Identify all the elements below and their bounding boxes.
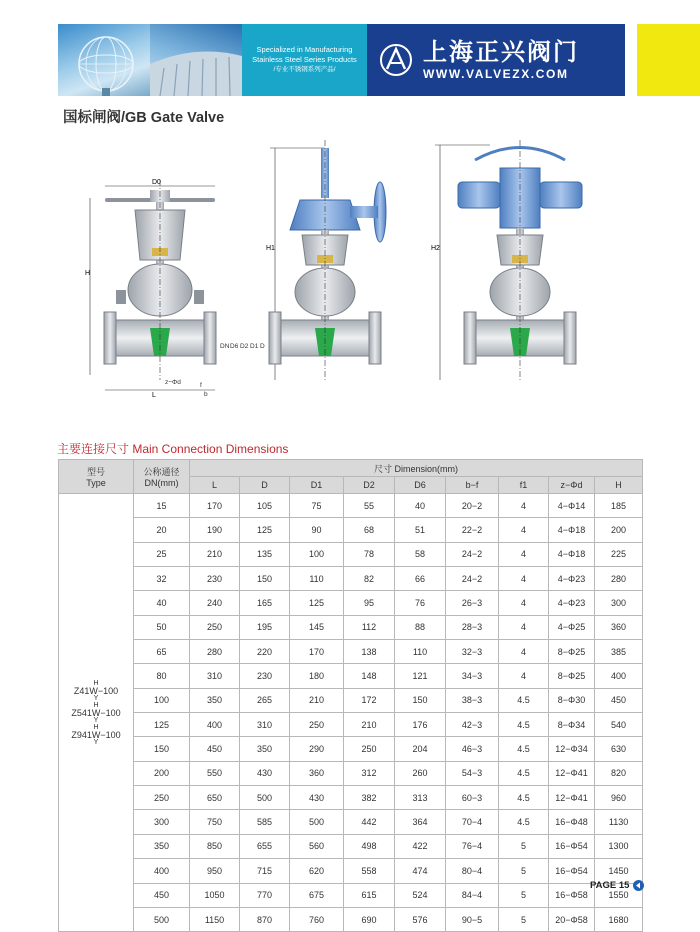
table-row [59,567,643,591]
dimension-cell: 550 [190,761,240,785]
dn-cell: 125 [134,713,190,737]
dimension-cell: 655 [240,834,290,858]
table-row [59,761,643,785]
brand-box [367,24,625,96]
dimension-cell: 66 [395,567,446,591]
steel-tank-photo [150,24,242,96]
header-col: D [240,477,290,494]
dimension-cell: 150 [395,688,446,712]
tagline-cn: /专业不锈钢系列产品/ [273,66,336,73]
table-row [59,737,643,761]
dimension-cell: 250 [190,615,240,639]
table-row [59,664,643,688]
dimension-cell: 110 [395,640,446,664]
dimension-cell: 170 [190,494,240,518]
dimension-cell: 422 [395,834,446,858]
page-label: PAGE 15 [590,880,630,891]
dimension-cell: 290 [290,737,344,761]
dimension-cell: 68 [344,518,395,542]
dimension-cell: 12−Φ41 [549,786,595,810]
handwheel-gate-valve [85,179,265,399]
dimension-cell: 650 [190,786,240,810]
dimension-cell: 450 [190,737,240,761]
dimension-cell: 382 [344,786,395,810]
dimension-cell: 80−4 [446,859,499,883]
header-type [59,460,134,494]
dn-cell: 15 [134,494,190,518]
table-row [59,591,643,615]
dimension-cell: 70−4 [446,810,499,834]
label-d: D [260,343,265,350]
label-zphid: z−Φd [165,379,181,386]
dimension-cell: 4 [499,518,549,542]
header-col: D1 [290,477,344,494]
dimension-cell: 615 [344,883,395,907]
dimension-cell: 385 [595,640,643,664]
dn-cell: 25 [134,542,190,566]
label-b: b [204,391,208,398]
dimension-cell: 210 [344,713,395,737]
dimension-cell: 4.5 [499,786,549,810]
dimension-cell: 820 [595,761,643,785]
dimension-cell: 4.5 [499,737,549,761]
dimension-cell: 40 [395,494,446,518]
tagline-box [242,24,367,96]
dimension-cell: 42−3 [446,713,499,737]
dimension-cell: 4 [499,494,549,518]
dimension-cell: 110 [290,567,344,591]
dimension-cell: 360 [595,615,643,639]
table-title: 主要连接尺寸 Main Connection Dimensions [57,442,289,456]
label-dn: DN [220,343,230,350]
dn-cell: 150 [134,737,190,761]
dimension-cell: 138 [344,640,395,664]
dimension-cell: 16−Φ48 [549,810,595,834]
dimension-cell: 364 [395,810,446,834]
dn-cell: 50 [134,615,190,639]
header-type-en: Type [86,478,106,488]
dimension-cell: 576 [395,907,446,931]
dimension-cell: 20−2 [446,494,499,518]
table-row [59,640,643,664]
header-col: D2 [344,477,395,494]
dimension-cell: 5 [499,859,549,883]
dimension-cell: 310 [190,664,240,688]
dimension-cell: 850 [190,834,240,858]
dimension-cell: 82 [344,567,395,591]
table-row [59,786,643,810]
dimension-cell: 51 [395,518,446,542]
dimension-cell: 312 [344,761,395,785]
dimension-cell: 200 [595,518,643,542]
dimension-cell: 280 [190,640,240,664]
dimension-cell: 4 [499,664,549,688]
table-row [59,615,643,639]
dn-cell: 32 [134,567,190,591]
table-body [59,494,643,932]
dimension-cell: 84−4 [446,883,499,907]
label-d6: D6 [230,343,239,350]
header-banner [58,24,625,96]
globe-sculpture-photo [58,24,150,96]
brand-name-cn: 上海正兴阀门 [423,39,579,66]
dimension-cell: 8−Φ25 [549,640,595,664]
dimension-cell: 442 [344,810,395,834]
dimension-cell: 620 [290,859,344,883]
dimension-cell: 1050 [190,883,240,907]
dn-cell: 80 [134,664,190,688]
dimension-cell: 4−Φ14 [549,494,595,518]
dimension-cell: 240 [190,591,240,615]
dimension-cell: 4−Φ25 [549,615,595,639]
dimension-cell: 76−4 [446,834,499,858]
dimension-cell: 185 [595,494,643,518]
dimension-cell: 125 [290,591,344,615]
dimension-cell: 4.5 [499,688,549,712]
header-col: z−Φd [549,477,595,494]
dimension-cell: 78 [344,542,395,566]
tagline-en-1: Specialized in Manufacturing [256,45,353,54]
dimension-cell: 540 [595,713,643,737]
gate-valve-drawings [80,140,640,410]
dimension-cell: 5 [499,834,549,858]
dimension-cell: 170 [290,640,344,664]
dn-cell: 400 [134,859,190,883]
dimension-cell: 4 [499,591,549,615]
dimension-cell: 24−2 [446,567,499,591]
dimension-cell: 100 [290,542,344,566]
dimension-cell: 400 [190,713,240,737]
dimension-cell: 715 [240,859,290,883]
dimension-cell: 450 [595,688,643,712]
dimension-cell: 1550 [595,883,643,907]
table-row [59,713,643,737]
model-sup: H [93,679,99,687]
dimension-cell: 16−Φ58 [549,883,595,907]
dimension-cell: 172 [344,688,395,712]
dimension-cell: 145 [290,615,344,639]
header-row-group [59,460,643,477]
header-dn [134,460,190,494]
dimension-cell: 300 [595,591,643,615]
dn-cell: 450 [134,883,190,907]
dn-cell: 500 [134,907,190,931]
header-type-cn: 型号 [86,467,105,477]
dimension-cell: 690 [344,907,395,931]
electric-actuator-gate-valve [431,140,582,380]
dimension-cell: 8−Φ34 [549,713,595,737]
dimension-cell: 1300 [595,834,643,858]
dimension-cell: 430 [290,786,344,810]
dimension-cell: 4 [499,567,549,591]
accent-block [637,24,700,96]
dimension-cell: 165 [240,591,290,615]
dimension-cell: 1450 [595,859,643,883]
dimension-cell: 176 [395,713,446,737]
dimension-cell: 12−Φ41 [549,761,595,785]
label-l: L [152,392,156,399]
header-col: L [190,477,240,494]
dimension-cell: 250 [344,737,395,761]
dimension-cell: 400 [595,664,643,688]
dimension-cell: 210 [190,542,240,566]
dimension-cell: 225 [595,542,643,566]
tagline-en-2: Stainless Steel Series Products [252,55,357,64]
dimension-cell: 4.5 [499,713,549,737]
dimension-cell: 260 [395,761,446,785]
dn-cell: 300 [134,810,190,834]
header-dn-en: DN(mm) [144,478,179,488]
dimension-cell: 112 [344,615,395,639]
dimension-cell: 250 [290,713,344,737]
dimension-cell: 204 [395,737,446,761]
dimension-cell: 32−3 [446,640,499,664]
valve-logo-icon [379,43,413,77]
dimension-cell: 350 [190,688,240,712]
table-row [59,859,643,883]
table-row [59,810,643,834]
dimension-cell: 5 [499,907,549,931]
dimension-cell: 8−Φ25 [549,664,595,688]
dimension-cell: 46−3 [446,737,499,761]
dimension-cell: 498 [344,834,395,858]
dimension-cell: 313 [395,786,446,810]
table-row [59,518,643,542]
dimension-cell: 210 [290,688,344,712]
dimension-cell: 524 [395,883,446,907]
dimension-cell: 16−Φ54 [549,834,595,858]
table-row [59,542,643,566]
dimension-cell: 950 [190,859,240,883]
dimension-cell: 105 [240,494,290,518]
dimension-cell: 675 [290,883,344,907]
dn-cell: 65 [134,640,190,664]
model-type-cell [59,494,134,932]
dimension-cell: 4 [499,615,549,639]
dimension-cell: 60−3 [446,786,499,810]
model-sup: H [93,701,99,709]
brand-url: WWW.VALVEZX.COM [423,67,569,81]
label-h: H [85,270,91,277]
model-sup: H [93,723,99,731]
dimension-cell: 22−2 [446,518,499,542]
dimension-cell: 150 [240,567,290,591]
label-d0: D0 [152,179,161,186]
dimension-cell: 4−Φ23 [549,591,595,615]
dimension-cell: 558 [344,859,395,883]
dimension-cell: 8−Φ30 [549,688,595,712]
dn-cell: 350 [134,834,190,858]
label-d2: D2 [240,343,249,350]
dimension-cell: 12−Φ34 [549,737,595,761]
dimension-cell: 770 [240,883,290,907]
dimension-cell: 26−3 [446,591,499,615]
dimension-cell: 350 [240,737,290,761]
header-dn-cn: 公称通径 [143,467,180,477]
dimension-cell: 4 [499,640,549,664]
header-col: D6 [395,477,446,494]
dimension-cell: 58 [395,542,446,566]
dimension-cell: 960 [595,786,643,810]
dimension-cell: 90−5 [446,907,499,931]
dimension-cell: 34−3 [446,664,499,688]
table-row [59,494,643,518]
dimension-cell: 4.5 [499,761,549,785]
dimension-cell: 430 [240,761,290,785]
dimension-cell: 870 [240,907,290,931]
dn-cell: 100 [134,688,190,712]
label-f: f [200,382,202,389]
dimension-cell: 1680 [595,907,643,931]
dimension-cell: 230 [240,664,290,688]
dimension-cell: 1150 [190,907,240,931]
dimension-table [58,459,643,932]
dimension-cell: 280 [595,567,643,591]
dn-cell: 20 [134,518,190,542]
dimension-cell: 310 [240,713,290,737]
dimension-cell: 360 [290,761,344,785]
dimension-cell: 55 [344,494,395,518]
dimension-cell: 24−2 [446,542,499,566]
table-row [59,907,643,931]
dimension-cell: 75 [290,494,344,518]
page-title: 国标闸阀/GB Gate Valve [63,110,225,126]
model-sub: Y [93,694,99,702]
label-h1: H1 [266,245,275,252]
label-h2: H2 [431,245,440,252]
label-d1: D1 [250,343,259,350]
dimension-cell: 560 [290,834,344,858]
model-base: Z41W−100 [73,685,119,696]
dimension-cell: 760 [290,907,344,931]
dimension-cell: 16−Φ54 [549,859,595,883]
dimension-cell: 474 [395,859,446,883]
header-dimension-group: 尺寸 Dimension(mm) [190,460,643,477]
dimension-cell: 195 [240,615,290,639]
dimension-cell: 76 [395,591,446,615]
header-col: b−f [446,477,499,494]
dimension-cell: 4−Φ23 [549,567,595,591]
table-row [59,834,643,858]
dimension-cell: 750 [190,810,240,834]
page-arrow-icon [633,880,644,891]
page-number [590,880,644,891]
dimension-cell: 4−Φ18 [549,518,595,542]
dimension-cell: 20−Φ58 [549,907,595,931]
dimension-cell: 54−3 [446,761,499,785]
dimension-cell: 125 [240,518,290,542]
dimension-cell: 135 [240,542,290,566]
dimension-cell: 90 [290,518,344,542]
dn-cell: 200 [134,761,190,785]
model-base: Z941W−100 [71,729,121,740]
dimension-cell: 180 [290,664,344,688]
dimension-cell: 585 [240,810,290,834]
dimension-cell: 121 [395,664,446,688]
dimension-cell: 38−3 [446,688,499,712]
dn-cell: 250 [134,786,190,810]
dimension-cell: 630 [595,737,643,761]
model-sub: Y [93,738,99,746]
gear-operated-gate-valve [266,140,386,380]
table-row [59,688,643,712]
dimension-cell: 265 [240,688,290,712]
dimension-cell: 95 [344,591,395,615]
dn-cell: 40 [134,591,190,615]
header-col: f1 [499,477,549,494]
dimension-cell: 500 [240,786,290,810]
dimension-cell: 500 [290,810,344,834]
dimension-cell: 148 [344,664,395,688]
dimension-cell: 5 [499,883,549,907]
model-base: Z541W−100 [71,707,121,718]
dimension-cell: 4.5 [499,810,549,834]
dimension-cell: 88 [395,615,446,639]
dimension-cell: 4 [499,542,549,566]
header-col: H [595,477,643,494]
dimension-cell: 1130 [595,810,643,834]
dimension-cell: 230 [190,567,240,591]
dimension-cell: 28−3 [446,615,499,639]
dimension-cell: 220 [240,640,290,664]
dimension-cell: 190 [190,518,240,542]
dimension-cell: 4−Φ18 [549,542,595,566]
model-sub: Y [93,716,99,724]
